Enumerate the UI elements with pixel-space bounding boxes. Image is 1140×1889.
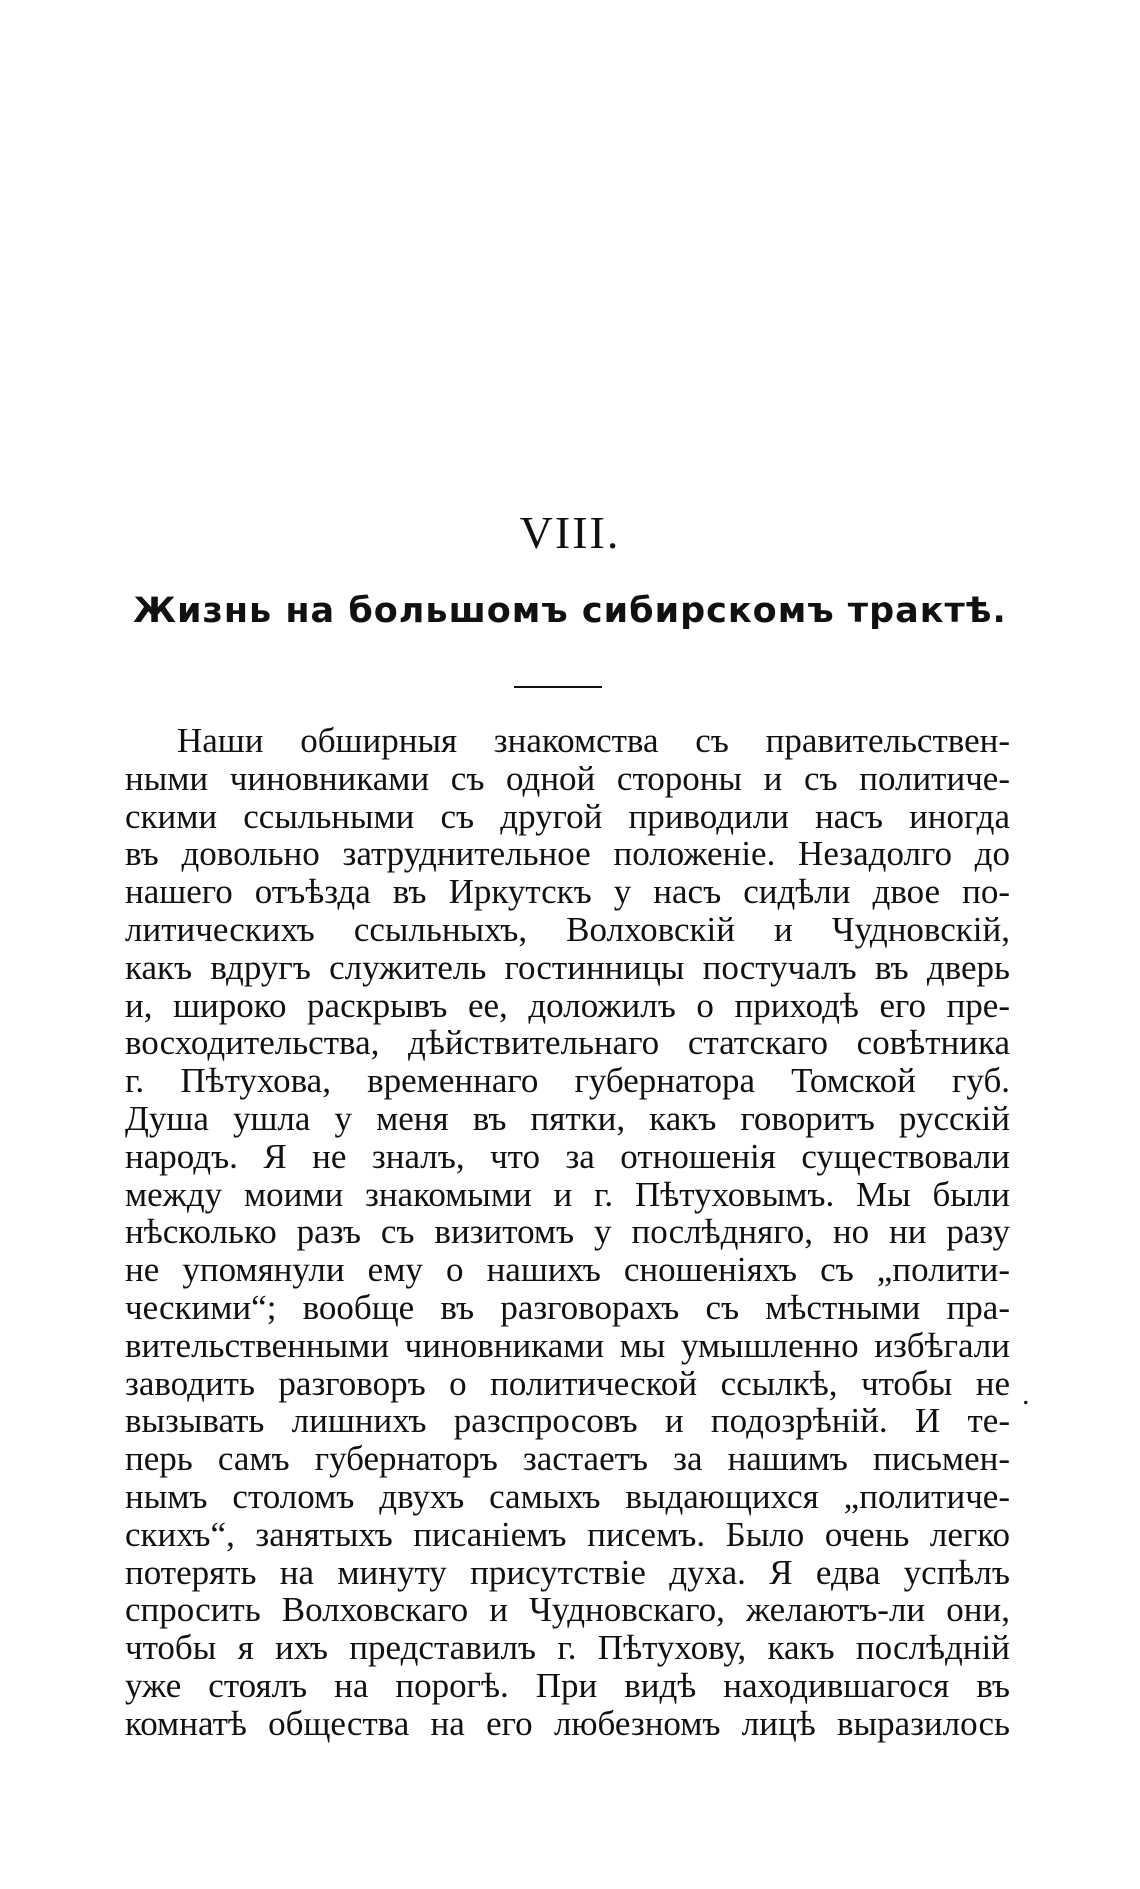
text-line: какъ вдругъ служитель гостинницы постучалъ въ дверь bbox=[125, 947, 1010, 987]
text-line: скихъ“, занятыхъ писаніемъ писемъ. Было очень легко bbox=[125, 1514, 1010, 1554]
text-line: ными чиновниками съ одной стороны и съ политиче- bbox=[125, 758, 1010, 798]
text-line: между моими знакомыми и г. Пѣтуховымъ. Мы были bbox=[125, 1174, 1010, 1214]
text-line: литическихъ ссыльныхъ, Волховскій и Чудновскій, bbox=[125, 909, 1010, 949]
body-text bbox=[125, 722, 1010, 1743]
text-line: нашего отъѣзда въ Иркутскъ у насъ сидѣли двое по- bbox=[125, 872, 1010, 912]
text-line: народъ. Я не зналъ, что за отношенія существовали bbox=[125, 1136, 1010, 1176]
text-line: скими ссыльными съ другой приводили насъ иногда bbox=[125, 796, 1010, 836]
text-line: Душа ушла у меня въ пятки, какъ говоритъ русскій bbox=[125, 1098, 1010, 1138]
margin-mark: . bbox=[1022, 1378, 1030, 1411]
title-divider bbox=[514, 686, 602, 688]
text-line: восходительства, дѣйствительнаго статскаго совѣтника bbox=[125, 1023, 1010, 1063]
text-line: уже стоялъ на порогѣ. При видѣ находившагося въ bbox=[125, 1665, 1010, 1705]
text-line: г. Пѣтухова, временнаго губернатора Томской губ. bbox=[125, 1061, 1010, 1101]
text-line: спросить Волховскаго и Чудновскаго, желаютъ-ли они, bbox=[125, 1590, 1010, 1630]
chapter-number: VIII. bbox=[519, 507, 621, 558]
text-line: потерять на минуту присутствіе духа. Я едва успѣлъ bbox=[125, 1552, 1010, 1592]
text-line: вительственными чиновниками мы умышленно избѣгали bbox=[125, 1325, 1010, 1365]
text-line: комнатѣ общества на его любезномъ лицѣ выразилось bbox=[125, 1703, 1010, 1743]
text-line: нымъ столомъ двухъ самыхъ выдающихся „политиче- bbox=[125, 1476, 1010, 1516]
text-line: и, широко раскрывъ ее, доложилъ о приходѣ его пре- bbox=[125, 985, 1010, 1025]
text-line: ческими“; вообще въ разговорахъ съ мѣстными пра- bbox=[125, 1287, 1010, 1327]
text-line: въ довольно затруднительное положеніе. Незадолго до bbox=[125, 834, 1010, 874]
text-line: не упомянули ему о нашихъ сношеніяхъ съ „полити- bbox=[125, 1250, 1010, 1290]
text-line: заводить разговоръ о политической ссылкѣ, чтобы не bbox=[125, 1363, 1010, 1403]
text-line: нѣсколько разъ съ визитомъ у послѣдняго, но ни разу bbox=[125, 1212, 1010, 1252]
text-line: чтобы я ихъ представилъ г. Пѣтухову, какъ послѣдній bbox=[125, 1628, 1010, 1668]
text-line: Наши обширныя знакомства съ правительствен- bbox=[177, 721, 1010, 760]
chapter-title: Жизнь на большомъ сибирскомъ трактѣ. bbox=[133, 591, 1007, 631]
text-line: перь самъ губернаторъ застаетъ за нашимъ письмен- bbox=[125, 1439, 1010, 1479]
text-line: вызывать лишнихъ разспросовъ и подозрѣній. И те- bbox=[125, 1401, 1010, 1441]
